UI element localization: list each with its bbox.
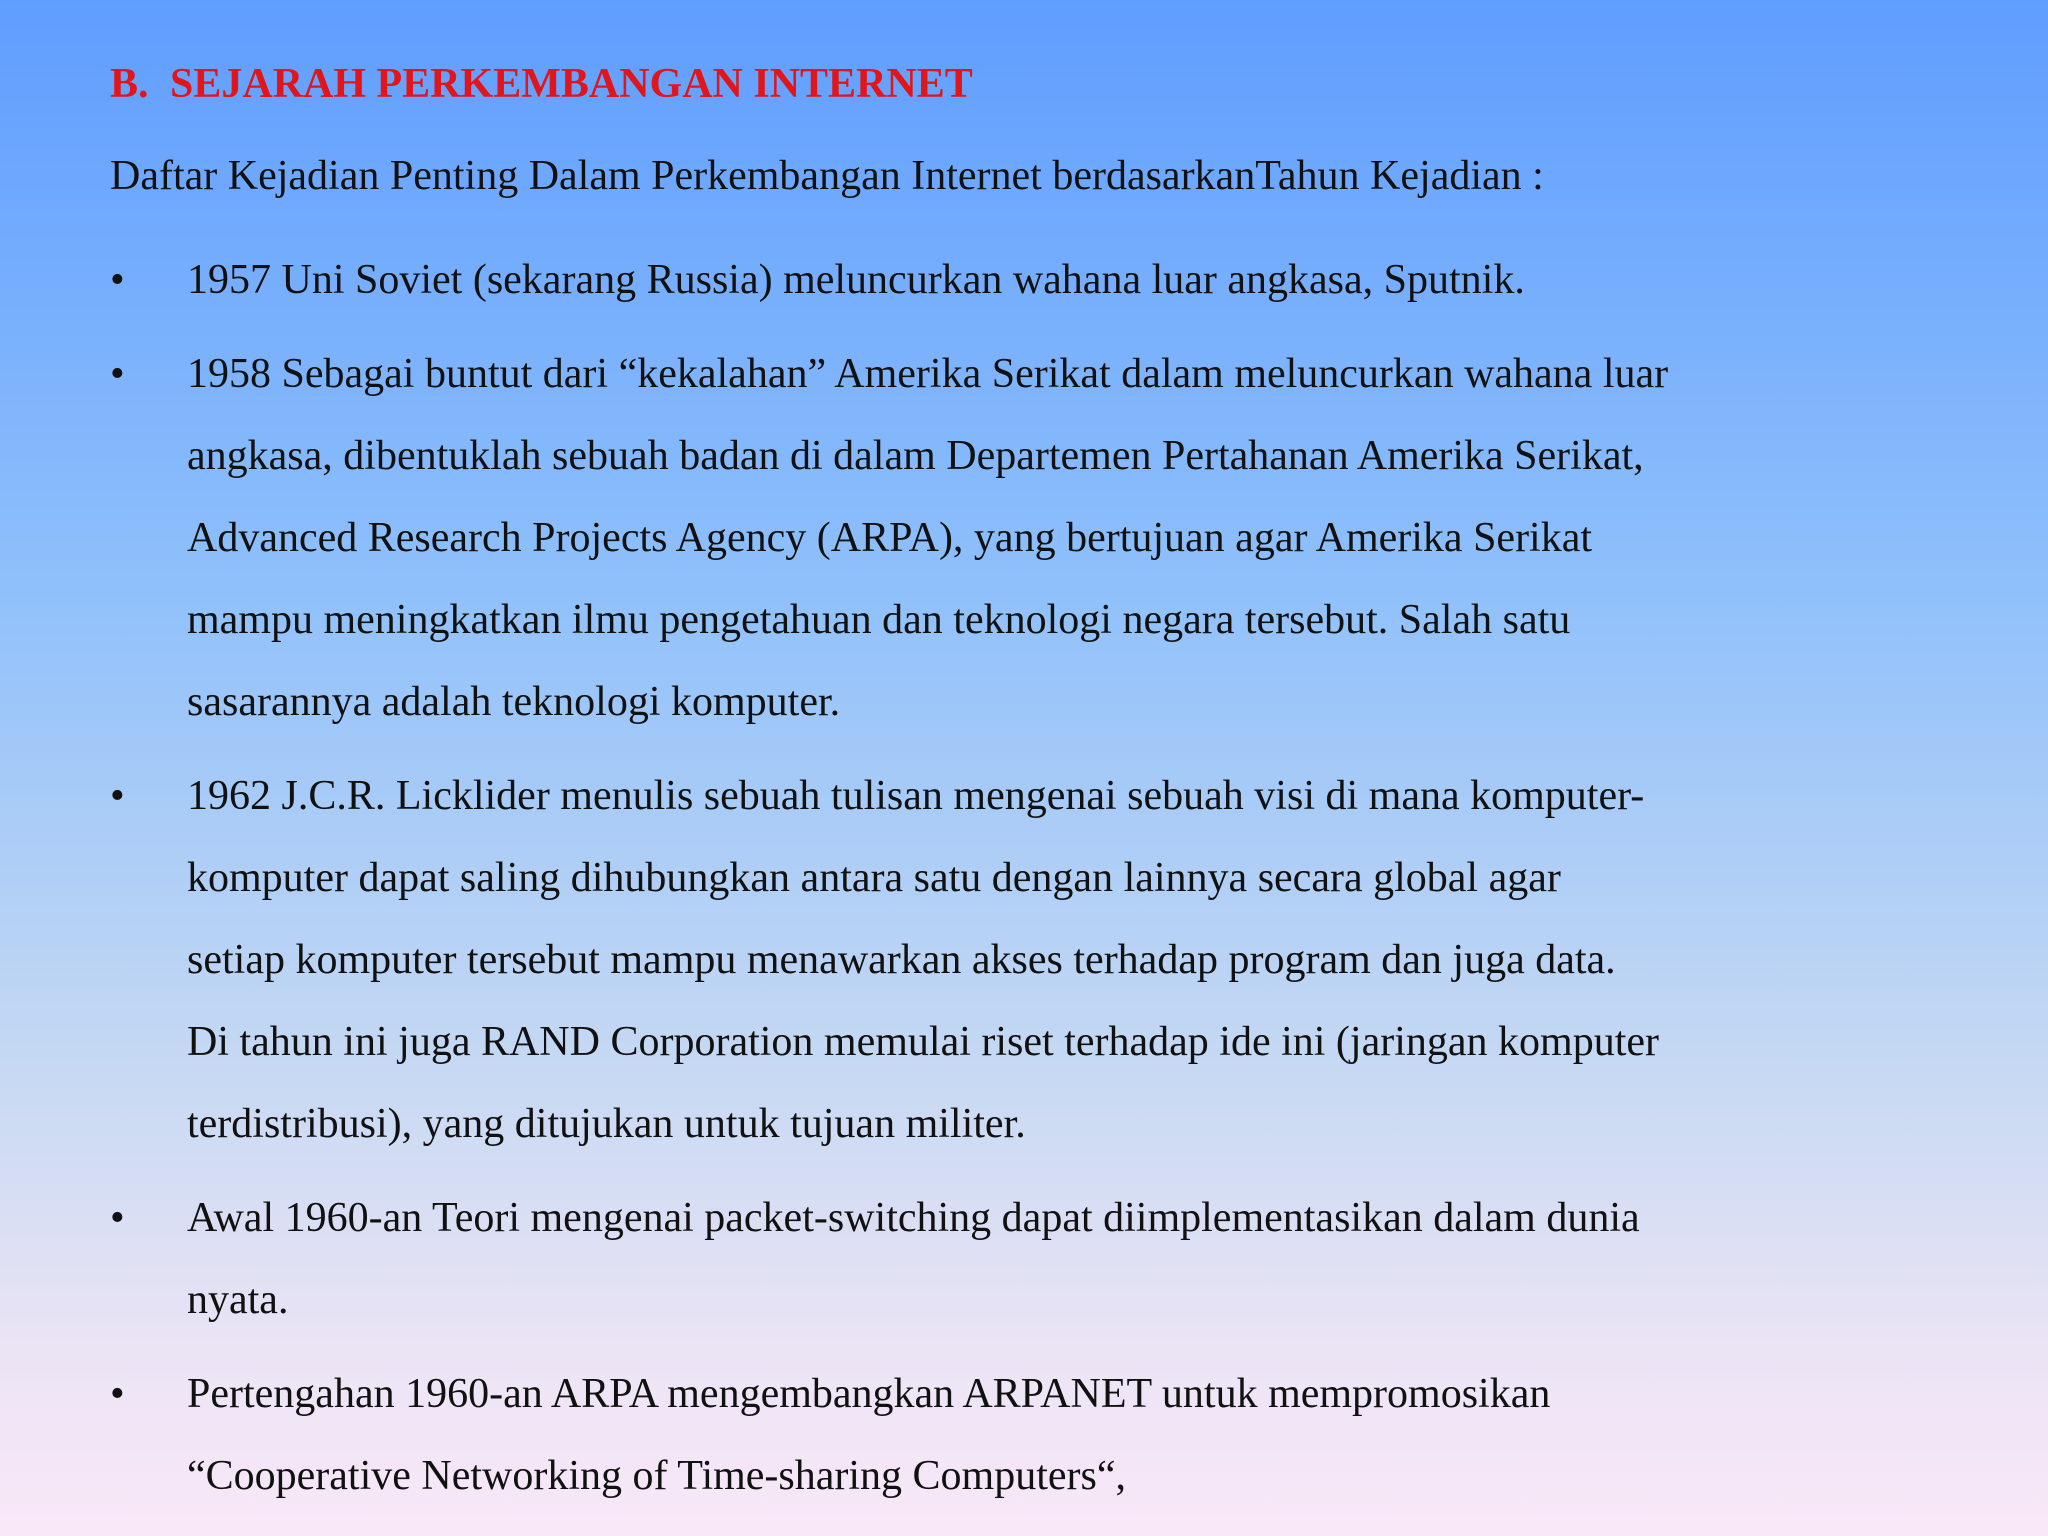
- list-item-text: Pertengahan 1960-an ARPA mengembangkan ARPANET untuk mempromosikan “Cooperative Networking of Time-sharing Computers“,: [187, 1371, 1551, 1499]
- list-item: [110, 333, 1950, 743]
- section-heading: [110, 54, 973, 114]
- section-letter: B.: [110, 61, 149, 107]
- bullet-icon: •: [110, 257, 125, 303]
- bullet-icon: •: [110, 1195, 125, 1241]
- list-item-text: 1957 Uni Soviet (sekarang Russia) meluncurkan wahana luar angkasa, Sputnik.: [187, 257, 1525, 303]
- intro-text: Daftar Kejadian Penting Dalam Perkembangan Internet berdasarkanTahun Kejadian :: [110, 153, 1544, 199]
- list-item: [110, 1353, 1950, 1517]
- section-title: SEJARAH PERKEMBANGAN INTERNET: [170, 61, 973, 107]
- list-item: [110, 755, 1950, 1165]
- bullet-icon: •: [110, 1371, 125, 1417]
- bullet-icon: •: [110, 351, 125, 397]
- list-item: [110, 1177, 1950, 1341]
- bullet-icon: •: [110, 773, 125, 819]
- list-item-text: 1962 J.C.R. Licklider menulis sebuah tulisan mengenai sebuah visi di mana komputer- komputer dapat saling dihubungkan antara satu dengan lainnya secara global agar setiap komputer tersebut mampu menawarkan akses terhadap program dan juga data. Di tahun ini juga RAND Corporation memulai riset terhadap ide ini (jaringan komputer terdistribusi), yang ditujukan untuk tujuan militer.: [187, 773, 1659, 1147]
- timeline-list: [110, 239, 1950, 1529]
- list-item-text: Awal 1960-an Teori mengenai packet-switching dapat diimplementasikan dalam dunia nyata.: [187, 1195, 1640, 1323]
- list-item-text: 1958 Sebagai buntut dari “kekalahan” Amerika Serikat dalam meluncurkan wahana luar angkasa, dibentuklah sebuah badan di dalam Departemen Pertahanan Amerika Serikat, Advanced Research Projects Agency (ARPA), yang bertujuan agar Amerika Serikat mampu meningkatkan ilmu pengetahuan dan teknologi negara tersebut. Salah satu sasarannya adalah teknologi komputer.: [187, 351, 1669, 725]
- list-item: [110, 239, 1950, 321]
